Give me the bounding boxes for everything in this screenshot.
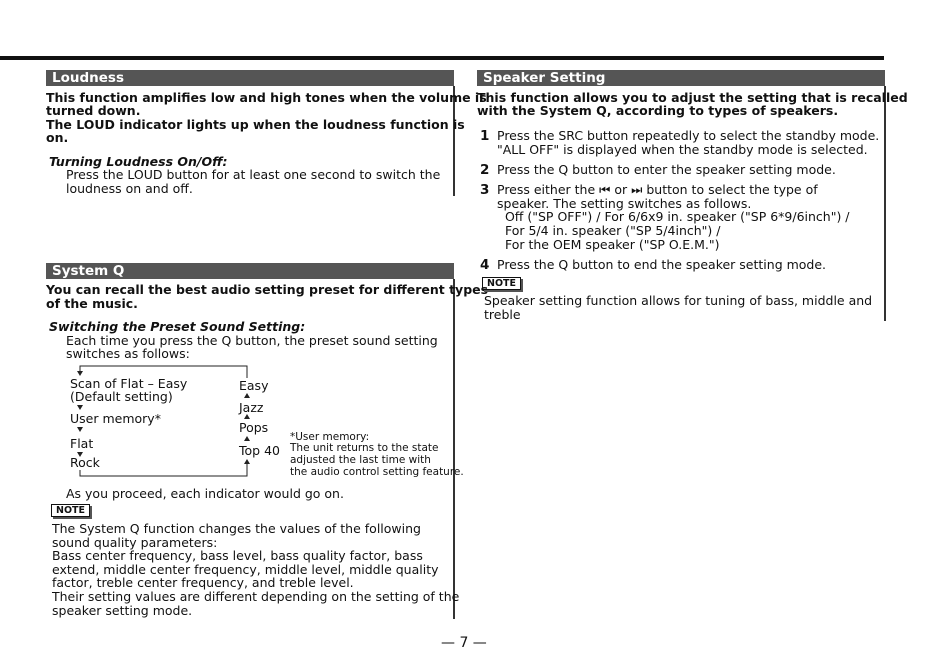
cycle-flat: Flat <box>70 436 94 451</box>
step-3-line-1: Press either the ⏮ or ⏭ button to select the type of <box>497 182 818 197</box>
system-q-side-rule <box>453 279 455 619</box>
step-4-number: 4 <box>480 257 490 273</box>
cycle-scan-of-flat: Scan of Flat – Easy <box>70 376 188 391</box>
speaker-side-rule <box>884 86 886 321</box>
page-number: — 7 — <box>441 635 487 651</box>
loudness-intro-1: This function amplifies low and high tones when the volume is <box>46 90 487 105</box>
system-q-heading: System Q <box>46 263 454 279</box>
top-rule <box>0 56 884 60</box>
step-3-line-4: For 5/4 in. speaker ("SP 5/4inch") / <box>497 223 721 238</box>
step-4-line-1: Press the Q button to end the speaker setting mode. <box>497 257 827 272</box>
step-2-number: 2 <box>480 162 490 178</box>
loudness-intro-4: on. <box>46 130 69 145</box>
system-q-note-2: sound quality parameters: <box>52 535 218 550</box>
system-q-note-badge: NOTE <box>51 504 90 517</box>
speaker-intro-2: with the System Q, according to types of speakers. <box>477 103 839 118</box>
loudness-body-2: loudness on and off. <box>66 181 193 196</box>
footnote-2: The unit returns to the state <box>290 442 439 454</box>
loudness-intro-3: The LOUD indicator lights up when the loudness function is <box>46 117 465 132</box>
cycle-jazz: Jazz <box>239 400 264 415</box>
footnote-4: the audio control setting feature. <box>290 466 464 478</box>
system-q-body-2: switches as follows: <box>66 346 190 361</box>
system-q-note-3: Bass center frequency, bass level, bass quality factor, bass <box>52 548 423 563</box>
loudness-subheading: Turning Loudness On/Off: <box>49 154 228 169</box>
cycle-pops: Pops <box>239 420 269 435</box>
step-2-line-1: Press the Q button to enter the speaker setting mode. <box>497 162 836 177</box>
step-1-line-1: Press the SRC button repeatedly to select the standby mode. <box>497 128 880 143</box>
speaker-intro-1: This function allows you to adjust the setting that is recalled <box>477 90 908 105</box>
speaker-note-2: treble <box>484 307 521 322</box>
system-q-intro-2: of the music. <box>46 296 138 311</box>
speaker-setting-heading: Speaker Setting <box>477 70 885 86</box>
cycle-default-setting: (Default setting) <box>70 389 173 404</box>
footnote-3: adjusted the last time with <box>290 454 431 466</box>
speaker-note-1: Speaker setting function allows for tuning of bass, middle and <box>484 293 873 308</box>
system-q-body-1: Each time you press the Q button, the preset sound setting <box>66 333 438 348</box>
loudness-intro-2: turned down. <box>46 103 141 118</box>
speaker-note-badge: NOTE <box>482 277 521 290</box>
cycle-rock: Rock <box>70 455 100 470</box>
loudness-body-1: Press the LOUD button for at least one second to switch the <box>66 167 441 182</box>
system-q-after: As you proceed, each indicator would go on. <box>66 486 344 501</box>
system-q-note-1: The System Q function changes the values of the following <box>52 521 421 536</box>
system-q-note-4: extend, middle center frequency, middle level, middle quality <box>52 562 439 577</box>
system-q-note-5: factor, treble center frequency, and treble level. <box>52 575 354 590</box>
system-q-subheading: Switching the Preset Sound Setting: <box>49 319 306 334</box>
cycle-top-40: Top 40 <box>239 443 280 458</box>
step-3-line-2: speaker. The setting switches as follows. <box>497 196 752 211</box>
step-1-line-2: "ALL OFF" is displayed when the standby mode is selected. <box>497 142 868 157</box>
step-3-line-3: Off ("SP OFF") / For 6/6x9 in. speaker ("SP 6*9/6inch") / <box>497 209 850 224</box>
step-1-number: 1 <box>480 128 490 144</box>
step-3-number: 3 <box>480 182 490 198</box>
loudness-heading: Loudness <box>46 70 454 86</box>
system-q-note-6: Their setting values are different depending on the setting of the <box>52 589 460 604</box>
step-3-line-5: For the OEM speaker ("SP O.E.M.") <box>497 237 720 252</box>
system-q-intro-1: You can recall the best audio setting preset for different types <box>46 282 489 297</box>
system-q-note-7: speaker setting mode. <box>52 603 193 618</box>
footnote-1: *User memory: <box>290 431 370 443</box>
cycle-easy: Easy <box>239 378 269 393</box>
cycle-user-memory: User memory* <box>70 411 161 426</box>
